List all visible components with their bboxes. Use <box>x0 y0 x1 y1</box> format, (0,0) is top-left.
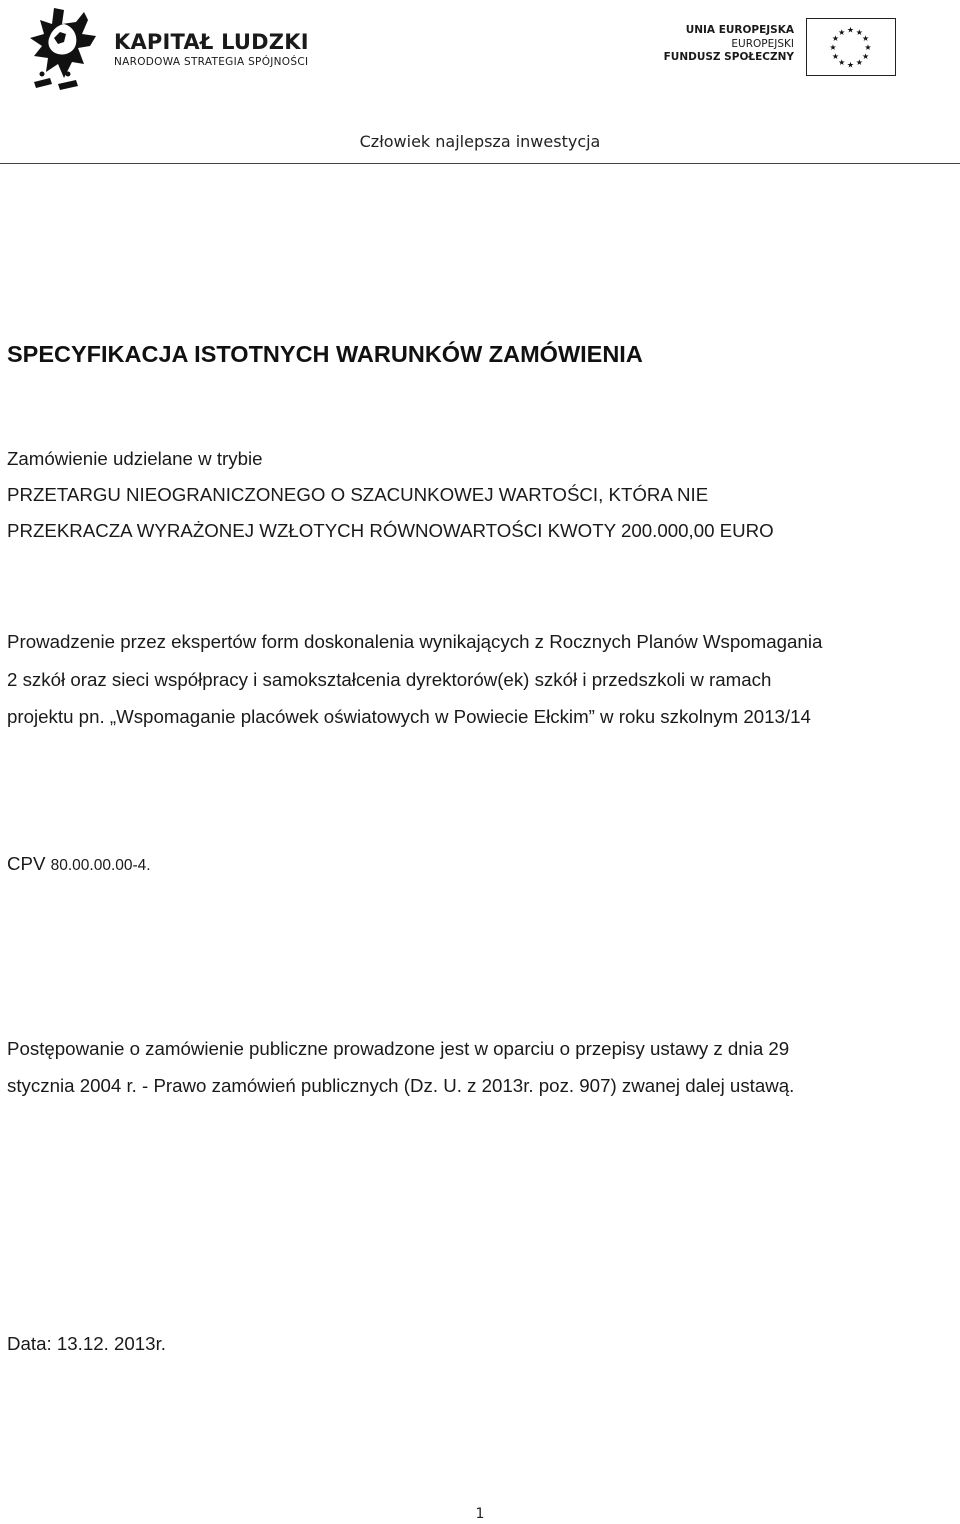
svg-text:★: ★ <box>855 27 863 37</box>
svg-text:★: ★ <box>864 43 872 52</box>
mode-line-1: Zamówienie udzielane w trybie <box>7 448 263 469</box>
svg-text:★: ★ <box>846 60 855 70</box>
cpv-label: CPV <box>7 853 51 874</box>
svg-text:★: ★ <box>838 58 846 68</box>
svg-text:★: ★ <box>829 43 837 52</box>
kapital-ludzki-subtitle: NARODOWA STRATEGIA SPÓJNOŚCI <box>114 56 309 68</box>
svg-text:★: ★ <box>838 27 846 37</box>
subject-line-2: 2 szkół oraz sieci współpracy i samokształcenia dyrektorów(ek) szkół i przedszkoli w ramach <box>7 669 772 690</box>
svg-text:★: ★ <box>831 34 839 44</box>
eu-flag-icon <box>806 18 896 76</box>
svg-text:★: ★ <box>846 25 855 35</box>
svg-text:★: ★ <box>862 51 870 61</box>
cpv-line <box>7 853 151 875</box>
subject-line-3: projektu pn. „Wspomaganie placówek oświatowych w Powiecie Ełckim” w roku szkolnym 2013/14 <box>7 706 811 727</box>
eu-line-1: UNIA EUROPEJSKA <box>685 24 794 36</box>
svg-text:★: ★ <box>855 58 863 68</box>
kapital-ludzki-logo <box>24 4 334 94</box>
kapital-ludzki-title: KAPITAŁ LUDZKI <box>114 30 309 54</box>
mode-line-3: PRZEKRACZA WYRAŻONEJ WZŁOTYCH RÓWNOWARTOŚCI KWOTY 200.000,00 EURO <box>7 520 774 541</box>
mode-line-2: PRZETARGU NIEOGRANICZONEGO O SZACUNKOWEJ WARTOŚCI, KTÓRA NIE <box>7 484 709 505</box>
eu-fund-label <box>664 24 794 65</box>
kapital-ludzki-emblem-icon <box>24 4 114 94</box>
document-title: SPECYFIKACJA ISTOTNYCH WARUNKÓW ZAMÓWIENIA <box>7 341 643 367</box>
legal-line-1: Postępowanie o zamówienie publiczne prowadzone jest w oparciu o przepisy ustawy z dnia 29 <box>7 1038 790 1059</box>
svg-text:★: ★ <box>862 34 870 44</box>
page-number: 1 <box>475 1506 485 1522</box>
subject-line-1: Prowadzenie przez ekspertów form doskonalenia wynikających z Rocznych Planów Wspomagania <box>7 631 823 652</box>
eu-line-2: EUROPEJSKI <box>731 37 794 50</box>
eu-line-3: FUNDUSZ SPOŁECZNY <box>663 51 794 63</box>
svg-text:★: ★ <box>831 51 839 61</box>
document-date: Data: 13.12. 2013r. <box>7 1333 166 1354</box>
header-tagline: Człowiek najlepsza inwestycja <box>359 132 601 151</box>
legal-line-2: stycznia 2004 r. - Prawo zamówień publicznych (Dz. U. z 2013r. poz. 907) zwanej dalej ustawą. <box>7 1075 795 1096</box>
header-divider <box>0 163 960 164</box>
cpv-code: 80.00.00.00-4. <box>50 857 151 874</box>
